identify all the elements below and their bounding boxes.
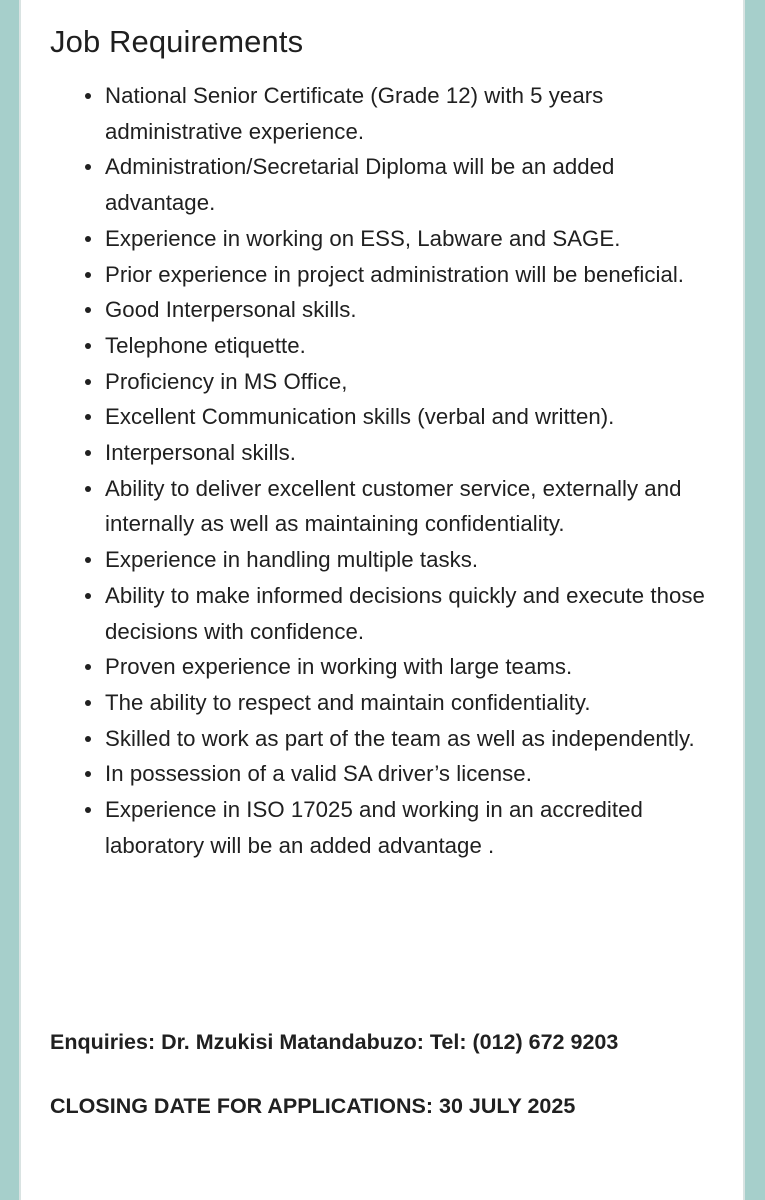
requirement-item: Administration/Secretarial Diploma will be an added advantage. <box>105 149 710 220</box>
requirement-item: Experience in ISO 17025 and working in an accredited laboratory will be an added advantage . <box>105 792 710 863</box>
left-background-strip <box>0 0 16 1200</box>
requirements-list <box>105 78 710 863</box>
requirement-item: Ability to deliver excellent customer service, externally and internally as well as maintaining confidentiality. <box>105 471 710 542</box>
requirement-item: Experience in handling multiple tasks. <box>105 542 710 578</box>
requirement-item: Proficiency in MS Office, <box>105 364 710 400</box>
section-title: Job Requirements <box>50 24 304 59</box>
requirement-item: Interpersonal skills. <box>105 435 710 471</box>
job-post-card <box>19 0 745 1200</box>
requirement-item: Skilled to work as part of the team as well as independently. <box>105 721 710 757</box>
right-background-strip <box>747 0 765 1200</box>
requirement-item: Good Interpersonal skills. <box>105 292 710 328</box>
requirement-item: National Senior Certificate (Grade 12) with 5 years administrative experience. <box>105 78 710 149</box>
requirement-item: Prior experience in project administration will be beneficial. <box>105 257 710 293</box>
requirement-item: Telephone etiquette. <box>105 328 710 364</box>
requirement-item: Proven experience in working with large teams. <box>105 649 710 685</box>
requirement-item: In possession of a valid SA driver’s license. <box>105 756 710 792</box>
requirement-item: Experience in working on ESS, Labware and SAGE. <box>105 221 710 257</box>
enquiries-contact: Enquiries: Dr. Mzukisi Matandabuzo: Tel: (012) 672 9203 <box>50 1030 619 1054</box>
requirement-item: Ability to make informed decisions quickly and execute those decisions with confidence. <box>105 578 710 649</box>
requirement-item: Excellent Communication skills (verbal and written). <box>105 399 710 435</box>
closing-date: CLOSING DATE FOR APPLICATIONS: 30 JULY 2025 <box>50 1094 576 1118</box>
requirement-item: The ability to respect and maintain confidentiality. <box>105 685 710 721</box>
